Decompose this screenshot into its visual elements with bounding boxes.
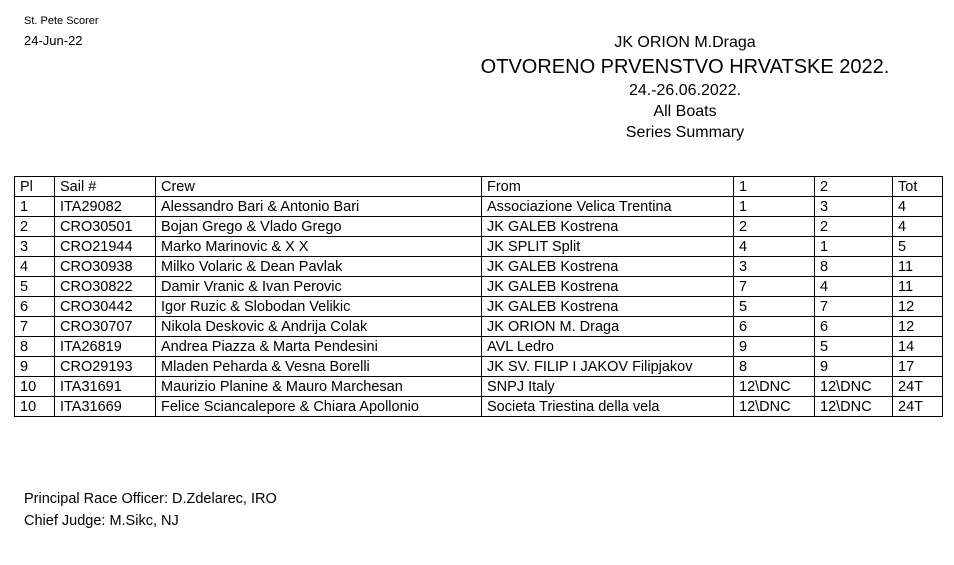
club-cell: JK ORION M. Draga <box>482 317 734 337</box>
place-cell: 10 <box>15 377 55 397</box>
race-1-cell: 1 <box>734 197 815 217</box>
place-cell: 7 <box>15 317 55 337</box>
race-1-cell: 2 <box>734 217 815 237</box>
crew-cell: Damir Vranic & Ivan Perovic <box>156 277 482 297</box>
race-2-cell: 4 <box>815 277 893 297</box>
sail-number-cell: CRO30501 <box>55 217 156 237</box>
results-table-body <box>15 197 943 417</box>
total-cell: 4 <box>893 197 943 217</box>
race-2-cell: 2 <box>815 217 893 237</box>
sail-number-cell: ITA29082 <box>55 197 156 217</box>
race-1-cell: 4 <box>734 237 815 257</box>
crew-cell: Bojan Grego & Vlado Grego <box>156 217 482 237</box>
sail-number-cell: ITA26819 <box>55 337 156 357</box>
race-2-cell: 6 <box>815 317 893 337</box>
column-header-total: Tot <box>893 177 943 197</box>
print-date: 24-Jun-22 <box>24 33 83 48</box>
place-cell: 2 <box>15 217 55 237</box>
race-1-cell: 5 <box>734 297 815 317</box>
race-2-cell: 5 <box>815 337 893 357</box>
column-header-sail: Sail # <box>55 177 156 197</box>
results-table <box>14 176 943 417</box>
race-2-cell: 1 <box>815 237 893 257</box>
report-type: Series Summary <box>625 124 745 141</box>
club-name: JK ORION M.Draga <box>614 34 756 51</box>
column-header-crew: Crew <box>156 177 482 197</box>
column-header-from: From <box>482 177 734 197</box>
place-cell: 9 <box>15 357 55 377</box>
table-row <box>15 377 943 397</box>
officials-footer <box>24 488 277 532</box>
race-2-cell: 8 <box>815 257 893 277</box>
club-cell: SNPJ Italy <box>482 377 734 397</box>
total-cell: 24T <box>893 377 943 397</box>
race-1-cell: 6 <box>734 317 815 337</box>
event-dates: 24.-26.06.2022. <box>628 82 742 99</box>
place-cell: 8 <box>15 337 55 357</box>
crew-cell: Mladen Peharda & Vesna Borelli <box>156 357 482 377</box>
table-row <box>15 297 943 317</box>
place-cell: 1 <box>15 197 55 217</box>
club-cell: JK GALEB Kostrena <box>482 217 734 237</box>
race-2-cell: 12\DNC <box>815 377 893 397</box>
table-row <box>15 197 943 217</box>
total-cell: 5 <box>893 237 943 257</box>
header-row <box>15 177 943 197</box>
club-cell: JK SV. FILIP I JAKOV Filipjakov <box>482 357 734 377</box>
club-cell: JK SPLIT Split <box>482 237 734 257</box>
total-cell: 11 <box>893 257 943 277</box>
place-cell: 3 <box>15 237 55 257</box>
sail-number-cell: CRO30822 <box>55 277 156 297</box>
sail-number-cell: CRO30442 <box>55 297 156 317</box>
sail-number-cell: CRO30707 <box>55 317 156 337</box>
crew-cell: Nikola Deskovic & Andrija Colak <box>156 317 482 337</box>
crew-cell: Milko Volaric & Dean Pavlak <box>156 257 482 277</box>
race-2-cell: 3 <box>815 197 893 217</box>
club-cell: JK GALEB Kostrena <box>482 257 734 277</box>
club-cell: Associazione Velica Trentina <box>482 197 734 217</box>
column-header-race-1: 1 <box>734 177 815 197</box>
table-row <box>15 217 943 237</box>
sail-number-cell: CRO21944 <box>55 237 156 257</box>
crew-cell: Igor Ruzic & Slobodan Velikic <box>156 297 482 317</box>
race-2-cell: 9 <box>815 357 893 377</box>
table-row <box>15 337 943 357</box>
club-cell: Societa Triestina della vela <box>482 397 734 417</box>
race-1-cell: 8 <box>734 357 815 377</box>
table-row <box>15 257 943 277</box>
race-2-cell: 7 <box>815 297 893 317</box>
club-cell: AVL Ledro <box>482 337 734 357</box>
crew-cell: Felice Sciancalepore & Chiara Apollonio <box>156 397 482 417</box>
place-cell: 10 <box>15 397 55 417</box>
race-1-cell: 7 <box>734 277 815 297</box>
software-name: St. Pete Scorer <box>24 15 99 27</box>
total-cell: 24T <box>893 397 943 417</box>
crew-cell: Andrea Piazza & Marta Pendesini <box>156 337 482 357</box>
race-1-cell: 3 <box>734 257 815 277</box>
sail-number-cell: CRO29193 <box>55 357 156 377</box>
table-row <box>15 397 943 417</box>
table-row <box>15 277 943 297</box>
crew-cell: Maurizio Planine & Mauro Marchesan <box>156 377 482 397</box>
race-2-cell: 12\DNC <box>815 397 893 417</box>
race-1-cell: 12\DNC <box>734 377 815 397</box>
sail-number-cell: ITA31669 <box>55 397 156 417</box>
report-header <box>420 32 950 143</box>
place-cell: 5 <box>15 277 55 297</box>
place-cell: 4 <box>15 257 55 277</box>
chief-judge-line: Chief Judge: M.Sikc, NJ <box>24 513 179 529</box>
crew-cell: Alessandro Bari & Antonio Bari <box>156 197 482 217</box>
total-cell: 14 <box>893 337 943 357</box>
crew-cell: Marko Marinovic & X X <box>156 237 482 257</box>
table-row <box>15 317 943 337</box>
table-row <box>15 357 943 377</box>
table-row <box>15 237 943 257</box>
fleet-name: All Boats <box>653 103 717 120</box>
club-cell: JK GALEB Kostrena <box>482 297 734 317</box>
total-cell: 4 <box>893 217 943 237</box>
sail-number-cell: ITA31691 <box>55 377 156 397</box>
sail-number-cell: CRO30938 <box>55 257 156 277</box>
race-officer-line: Principal Race Officer: D.Zdelarec, IRO <box>24 491 277 507</box>
total-cell: 12 <box>893 297 943 317</box>
place-cell: 6 <box>15 297 55 317</box>
total-cell: 17 <box>893 357 943 377</box>
column-header-race-2: 2 <box>815 177 893 197</box>
race-1-cell: 12\DNC <box>734 397 815 417</box>
total-cell: 11 <box>893 277 943 297</box>
total-cell: 12 <box>893 317 943 337</box>
column-header-place: Pl <box>15 177 55 197</box>
club-cell: JK GALEB Kostrena <box>482 277 734 297</box>
event-title: OTVORENO PRVENSTVO HRVATSKE 2022. <box>480 56 890 78</box>
results-table-head <box>15 177 943 197</box>
race-1-cell: 9 <box>734 337 815 357</box>
